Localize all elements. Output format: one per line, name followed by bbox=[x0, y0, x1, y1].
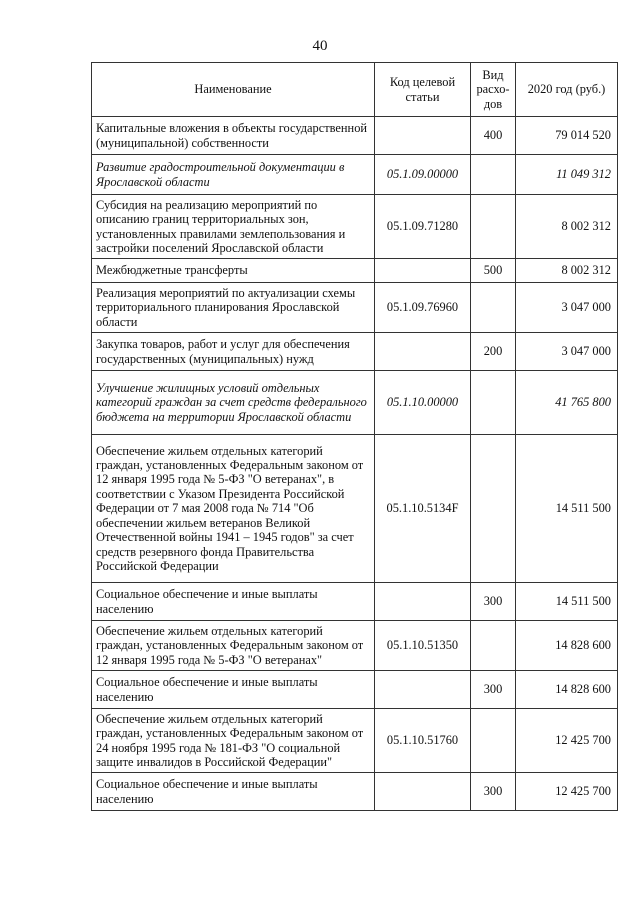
cell-amount: 14 511 500 bbox=[516, 583, 618, 621]
table-body bbox=[92, 117, 618, 811]
cell-code bbox=[375, 333, 471, 371]
cell-kind bbox=[471, 435, 516, 583]
cell-code: 05.1.09.00000 bbox=[375, 155, 471, 195]
cell-code: 05.1.09.76960 bbox=[375, 283, 471, 333]
cell-amount: 14 511 500 bbox=[516, 435, 618, 583]
cell-kind bbox=[471, 283, 516, 333]
header-code: Код целевой статьи bbox=[375, 63, 471, 117]
budget-table bbox=[91, 62, 618, 811]
cell-amount: 8 002 312 bbox=[516, 195, 618, 259]
cell-amount: 79 014 520 bbox=[516, 117, 618, 155]
cell-kind: 300 bbox=[471, 671, 516, 709]
cell-kind: 300 bbox=[471, 773, 516, 811]
cell-amount: 3 047 000 bbox=[516, 333, 618, 371]
header-name: Наименование bbox=[92, 63, 375, 117]
table-row bbox=[92, 283, 618, 333]
cell-code: 05.1.10.5134F bbox=[375, 435, 471, 583]
cell-amount: 14 828 600 bbox=[516, 621, 618, 671]
cell-kind: 200 bbox=[471, 333, 516, 371]
header-kind: Вид расхо-дов bbox=[471, 63, 516, 117]
cell-name: Обеспечение жильем отдельных категорий граждан, установленных Федеральным законом от 24 ноября 1995 года № 181-ФЗ "О социальной защите инвалидов в Российской Федерации" bbox=[92, 709, 375, 773]
cell-kind bbox=[471, 709, 516, 773]
cell-code bbox=[375, 117, 471, 155]
table-row bbox=[92, 333, 618, 371]
cell-code: 05.1.10.51760 bbox=[375, 709, 471, 773]
table-row bbox=[92, 371, 618, 435]
cell-kind bbox=[471, 621, 516, 671]
table-row bbox=[92, 621, 618, 671]
cell-amount: 11 049 312 bbox=[516, 155, 618, 195]
cell-name: Обеспечение жильем отдельных категорий граждан, установленных Федеральным законом от 12 января 1995 года № 5-ФЗ "О ветеранах" bbox=[92, 621, 375, 671]
cell-kind bbox=[471, 371, 516, 435]
cell-name: Межбюджетные трансферты bbox=[92, 259, 375, 283]
cell-amount: 3 047 000 bbox=[516, 283, 618, 333]
cell-amount: 12 425 700 bbox=[516, 709, 618, 773]
cell-code: 05.1.09.71280 bbox=[375, 195, 471, 259]
cell-code bbox=[375, 259, 471, 283]
table-row bbox=[92, 259, 618, 283]
table-row bbox=[92, 155, 618, 195]
cell-code bbox=[375, 773, 471, 811]
table-row bbox=[92, 709, 618, 773]
table-row bbox=[92, 435, 618, 583]
table-row bbox=[92, 671, 618, 709]
header-amount: 2020 год (руб.) bbox=[516, 63, 618, 117]
cell-name: Социальное обеспечение и иные выплаты населению bbox=[92, 773, 375, 811]
page-number: 40 bbox=[312, 38, 328, 54]
cell-kind bbox=[471, 155, 516, 195]
cell-amount: 41 765 800 bbox=[516, 371, 618, 435]
cell-name: Субсидия на реализацию мероприятий по описанию границ территориальных зон, установленных правилами землепользования и застройки поселений Ярославской области bbox=[92, 195, 375, 259]
cell-name: Обеспечение жильем отдельных категорий граждан, установленных Федеральным законом от 12 января 1995 года № 5-ФЗ "О ветеранах", в соответствии с Указом Президента Российской Федерации от 7 мая 2008 года № 714 "Об обеспечении жильем ветеранов Великой Отечественной войны 1941 – 1945 годов" за счет средств резервного фонда Правительства Российской Федерации bbox=[92, 435, 375, 583]
cell-name: Улучшение жилищных условий отдельных категорий граждан за счет средств федерального бюджета на территории Ярославской области bbox=[92, 371, 375, 435]
cell-name: Развитие градостроительной документации в Ярославской области bbox=[92, 155, 375, 195]
cell-code bbox=[375, 671, 471, 709]
table-row bbox=[92, 773, 618, 811]
table-row bbox=[92, 195, 618, 259]
table-row bbox=[92, 583, 618, 621]
cell-code bbox=[375, 583, 471, 621]
cell-kind: 300 bbox=[471, 583, 516, 621]
cell-kind bbox=[471, 195, 516, 259]
cell-amount: 14 828 600 bbox=[516, 671, 618, 709]
cell-amount: 12 425 700 bbox=[516, 773, 618, 811]
cell-amount: 8 002 312 bbox=[516, 259, 618, 283]
cell-code: 05.1.10.51350 bbox=[375, 621, 471, 671]
cell-kind: 400 bbox=[471, 117, 516, 155]
table-row bbox=[92, 117, 618, 155]
cell-name: Капитальные вложения в объекты государственной (муниципальной) собственности bbox=[92, 117, 375, 155]
cell-name: Закупка товаров, работ и услуг для обеспечения государственных (муниципальных) нужд bbox=[92, 333, 375, 371]
cell-name: Социальное обеспечение и иные выплаты населению bbox=[92, 583, 375, 621]
cell-name: Социальное обеспечение и иные выплаты населению bbox=[92, 671, 375, 709]
cell-code: 05.1.10.00000 bbox=[375, 371, 471, 435]
cell-name: Реализация мероприятий по актуализации схемы территориального планирования Ярославской области bbox=[92, 283, 375, 333]
table-header-row bbox=[92, 63, 618, 117]
cell-kind: 500 bbox=[471, 259, 516, 283]
